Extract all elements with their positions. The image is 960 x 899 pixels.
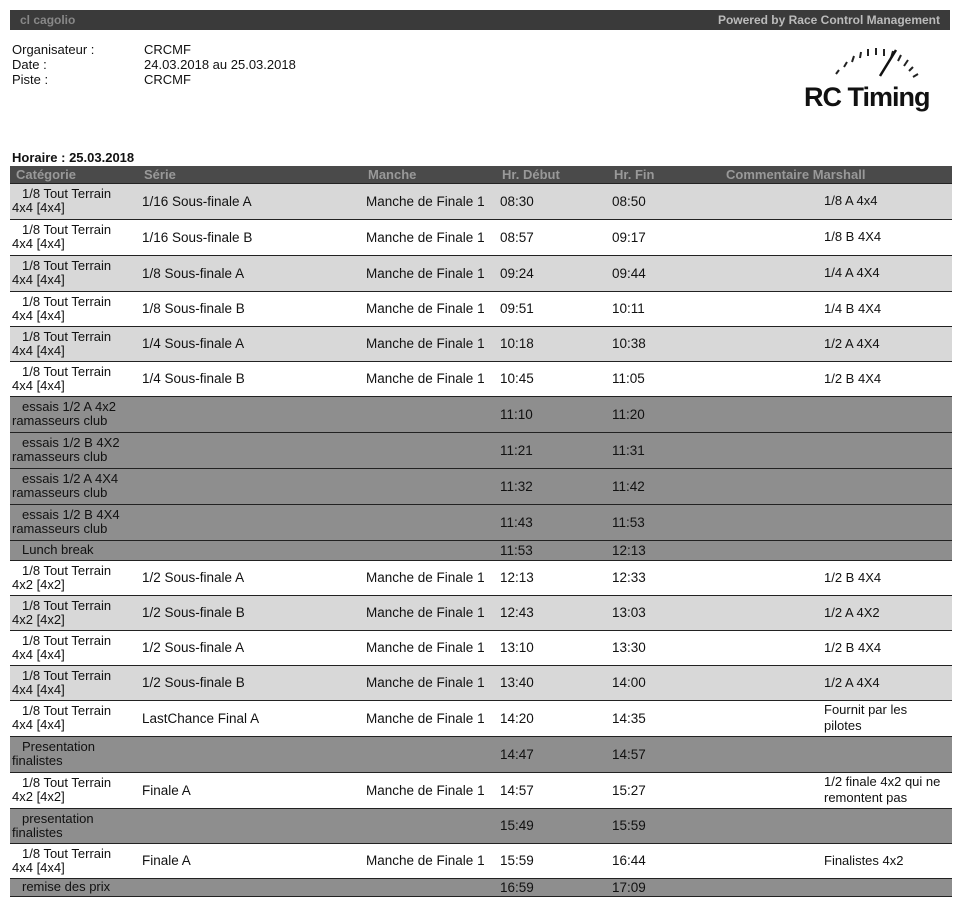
table-row bbox=[10, 595, 952, 630]
start-time-cell: 14:47 bbox=[496, 736, 608, 772]
end-time-cell: 17:09 bbox=[608, 878, 720, 896]
category-line-1: 1/8 Tout Terrain bbox=[22, 845, 112, 861]
column-header: Commentaire Marshall bbox=[720, 166, 952, 183]
manche-cell: Manche de Finale 1 bbox=[362, 291, 496, 326]
comment-text: 1/2 B 4X4 bbox=[824, 569, 882, 585]
category-line-1: 1/8 Tout Terrain bbox=[22, 328, 112, 344]
start-time-cell: 11:21 bbox=[496, 432, 608, 468]
comment-cell bbox=[720, 665, 952, 700]
end-time-cell: 11:42 bbox=[608, 468, 720, 504]
category-line-1: Lunch break bbox=[22, 542, 94, 557]
start-time-cell: 10:45 bbox=[496, 361, 608, 396]
serie-cell: 1/16 Sous-finale B bbox=[138, 219, 362, 255]
table-row bbox=[10, 808, 952, 843]
table-row bbox=[10, 432, 952, 468]
start-time-cell: 11:43 bbox=[496, 504, 608, 540]
table-row bbox=[10, 396, 952, 432]
category-line-1: 1/8 Tout Terrain bbox=[22, 562, 112, 578]
club-name: cl cagolio bbox=[20, 13, 76, 27]
end-time-cell: 11:53 bbox=[608, 504, 720, 540]
comment-cell bbox=[720, 700, 952, 736]
end-time-cell: 10:38 bbox=[608, 326, 720, 361]
start-time-cell: 11:10 bbox=[496, 396, 608, 432]
category-line-1: essais 1/2 B 4X2 bbox=[22, 435, 120, 450]
manche-cell: Manche de Finale 1 bbox=[362, 700, 496, 736]
category-line-1: remise des prix bbox=[22, 879, 111, 894]
start-time-cell: 08:30 bbox=[496, 183, 608, 219]
manche-cell bbox=[362, 540, 496, 560]
serie-cell bbox=[138, 504, 362, 540]
category-line-2: 4x4 [4x4] bbox=[12, 681, 65, 697]
category-cell bbox=[10, 772, 138, 808]
meta-label: Date : bbox=[12, 57, 47, 72]
meta-label: Piste : bbox=[12, 72, 49, 87]
start-time-cell: 11:53 bbox=[496, 540, 608, 560]
start-time-cell: 14:57 bbox=[496, 772, 608, 808]
comment-text: 1/2 A 4X4 bbox=[824, 674, 880, 690]
report-header-bar bbox=[10, 10, 950, 30]
meta-track bbox=[12, 72, 296, 87]
end-time-cell: 10:11 bbox=[608, 291, 720, 326]
category-line-2: 4x2 [4x2] bbox=[12, 576, 65, 592]
serie-cell bbox=[138, 878, 362, 896]
meta-value: CRCMF bbox=[144, 42, 191, 57]
start-time-cell: 15:49 bbox=[496, 808, 608, 843]
category-line-2: 4x2 [4x2] bbox=[12, 789, 65, 804]
category-line-1: 1/8 Tout Terrain bbox=[22, 258, 112, 273]
category-line-2: 4x4 [4x4] bbox=[12, 307, 65, 323]
end-time-cell: 14:57 bbox=[608, 736, 720, 772]
category-line-2: 4x4 [4x4] bbox=[12, 200, 65, 215]
serie-cell: 1/8 Sous-finale A bbox=[138, 255, 362, 291]
meta-date bbox=[12, 57, 296, 72]
end-time-cell: 09:17 bbox=[608, 219, 720, 255]
category-cell bbox=[10, 808, 138, 843]
category-cell bbox=[10, 432, 138, 468]
manche-cell: Manche de Finale 1 bbox=[362, 772, 496, 808]
serie-cell: 1/4 Sous-finale A bbox=[138, 326, 362, 361]
category-cell bbox=[10, 665, 138, 700]
category-line-1: 1/8 Tout Terrain bbox=[22, 222, 112, 237]
category-cell bbox=[10, 504, 138, 540]
table-row bbox=[10, 772, 952, 808]
comment-cell bbox=[720, 772, 952, 808]
comment-cell bbox=[720, 361, 952, 396]
table-row bbox=[10, 504, 952, 540]
category-line-1: essais 1/2 A 4x2 bbox=[22, 399, 116, 414]
category-cell bbox=[10, 595, 138, 630]
table-row bbox=[10, 630, 952, 665]
comment-cell bbox=[720, 595, 952, 630]
comment-text: 1/2 A 4X4 bbox=[824, 335, 880, 351]
start-time-cell: 16:59 bbox=[496, 878, 608, 896]
column-header: Hr. Fin bbox=[608, 166, 720, 183]
serie-cell: LastChance Final A bbox=[138, 700, 362, 736]
start-time-cell: 08:57 bbox=[496, 219, 608, 255]
comment-cell bbox=[720, 843, 952, 878]
category-line-2: ramasseurs club bbox=[12, 485, 108, 500]
column-header: Manche bbox=[362, 166, 496, 183]
category-cell bbox=[10, 183, 138, 219]
category-cell bbox=[10, 843, 138, 878]
end-time-cell: 11:31 bbox=[608, 432, 720, 468]
category-line-2: finalistes bbox=[12, 824, 63, 840]
meta-value: CRCMF bbox=[144, 72, 191, 87]
speedometer-icon bbox=[824, 40, 924, 84]
category-line-1: 1/8 Tout Terrain bbox=[22, 775, 112, 790]
end-time-cell: 13:30 bbox=[608, 630, 720, 665]
comment-text: 1/4 B 4X4 bbox=[824, 300, 882, 316]
end-time-cell: 15:59 bbox=[608, 808, 720, 843]
end-time-cell: 15:27 bbox=[608, 772, 720, 808]
category-line-2: 4x4 [4x4] bbox=[12, 717, 65, 732]
comment-text: 1/2 B 4X4 bbox=[824, 639, 882, 655]
category-cell bbox=[10, 255, 138, 291]
table-header-row bbox=[10, 166, 952, 183]
category-line-1: 1/8 Tout Terrain bbox=[22, 363, 112, 379]
category-cell bbox=[10, 326, 138, 361]
manche-cell bbox=[362, 878, 496, 896]
comment-cell bbox=[720, 736, 952, 772]
manche-cell bbox=[362, 432, 496, 468]
comment-cell bbox=[720, 432, 952, 468]
end-time-cell: 16:44 bbox=[608, 843, 720, 878]
category-line-2: 4x4 [4x4] bbox=[12, 646, 65, 662]
schedule-table bbox=[10, 166, 952, 897]
table-row bbox=[10, 665, 952, 700]
table-row bbox=[10, 540, 952, 560]
serie-cell: 1/2 Sous-finale B bbox=[138, 595, 362, 630]
end-time-cell: 13:03 bbox=[608, 595, 720, 630]
category-line-1: Presentation bbox=[22, 739, 95, 754]
rc-timing-logo bbox=[804, 40, 944, 116]
end-time-cell: 11:20 bbox=[608, 396, 720, 432]
comment-text: 1/8 A 4x4 bbox=[824, 193, 878, 208]
column-header: Catégorie bbox=[10, 166, 138, 183]
category-line-2: 4x4 [4x4] bbox=[12, 236, 65, 251]
manche-cell: Manche de Finale 1 bbox=[362, 665, 496, 700]
comment-text: 1/8 B 4X4 bbox=[824, 229, 882, 244]
comment-text: 1/2 finale 4x2 qui ne remontent pas bbox=[824, 774, 941, 805]
table-row bbox=[10, 878, 952, 896]
end-time-cell: 08:50 bbox=[608, 183, 720, 219]
table-row bbox=[10, 255, 952, 291]
category-line-1: 1/8 Tout Terrain bbox=[22, 186, 112, 201]
comment-cell bbox=[720, 291, 952, 326]
end-time-cell: 14:00 bbox=[608, 665, 720, 700]
manche-cell: Manche de Finale 1 bbox=[362, 361, 496, 396]
schedule-title: Horaire : 25.03.2018 bbox=[12, 150, 135, 165]
start-time-cell: 11:32 bbox=[496, 468, 608, 504]
start-time-cell: 10:18 bbox=[496, 326, 608, 361]
end-time-cell: 09:44 bbox=[608, 255, 720, 291]
serie-cell bbox=[138, 432, 362, 468]
table-row bbox=[10, 361, 952, 396]
comment-text: Finalistes 4x2 bbox=[824, 852, 904, 868]
end-time-cell: 12:13 bbox=[608, 540, 720, 560]
comment-text: 1/4 A 4X4 bbox=[824, 265, 880, 280]
category-line-1: 1/8 Tout Terrain bbox=[22, 293, 112, 309]
manche-cell bbox=[362, 504, 496, 540]
table-row bbox=[10, 843, 952, 878]
start-time-cell: 15:59 bbox=[496, 843, 608, 878]
end-time-cell: 12:33 bbox=[608, 560, 720, 595]
category-line-2: 4x4 [4x4] bbox=[12, 859, 65, 875]
end-time-cell: 14:35 bbox=[608, 700, 720, 736]
category-line-1: 1/8 Tout Terrain bbox=[22, 667, 112, 683]
category-line-2: ramasseurs club bbox=[12, 449, 108, 464]
comment-cell bbox=[720, 560, 952, 595]
table-row bbox=[10, 700, 952, 736]
category-cell bbox=[10, 736, 138, 772]
manche-cell: Manche de Finale 1 bbox=[362, 326, 496, 361]
start-time-cell: 09:24 bbox=[496, 255, 608, 291]
column-header: Hr. Début bbox=[496, 166, 608, 183]
category-line-2: ramasseurs club bbox=[12, 521, 108, 536]
event-meta bbox=[12, 42, 296, 87]
serie-cell bbox=[138, 396, 362, 432]
start-time-cell: 09:51 bbox=[496, 291, 608, 326]
serie-cell: 1/2 Sous-finale A bbox=[138, 560, 362, 595]
manche-cell: Manche de Finale 1 bbox=[362, 560, 496, 595]
serie-cell: Finale A bbox=[138, 772, 362, 808]
meta-label: Organisateur : bbox=[12, 42, 95, 57]
serie-cell bbox=[138, 540, 362, 560]
comment-cell bbox=[720, 468, 952, 504]
category-line-1: presentation bbox=[22, 810, 94, 826]
category-cell bbox=[10, 560, 138, 595]
comment-text: Fournit par les pilotes bbox=[824, 702, 908, 733]
meta-value: 24.03.2018 au 25.03.2018 bbox=[144, 57, 296, 72]
category-line-1: 1/8 Tout Terrain bbox=[22, 597, 112, 613]
powered-by-text: Powered by Race Control Management bbox=[717, 13, 940, 27]
manche-cell: Manche de Finale 1 bbox=[362, 595, 496, 630]
category-line-2: 4x2 [4x2] bbox=[12, 611, 65, 627]
category-line-1: 1/8 Tout Terrain bbox=[22, 632, 112, 648]
table-row bbox=[10, 183, 952, 219]
serie-cell: 1/8 Sous-finale B bbox=[138, 291, 362, 326]
comment-cell bbox=[720, 326, 952, 361]
serie-cell: 1/16 Sous-finale A bbox=[138, 183, 362, 219]
category-cell bbox=[10, 396, 138, 432]
logo-text: RC Timing bbox=[804, 82, 930, 112]
serie-cell: 1/2 Sous-finale B bbox=[138, 665, 362, 700]
comment-cell bbox=[720, 878, 952, 896]
serie-cell: 1/4 Sous-finale B bbox=[138, 361, 362, 396]
manche-cell bbox=[362, 736, 496, 772]
manche-cell bbox=[362, 396, 496, 432]
comment-cell bbox=[720, 219, 952, 255]
category-line-2: 4x4 [4x4] bbox=[12, 377, 65, 393]
meta-organiser bbox=[12, 42, 296, 57]
category-line-2: ramasseurs club bbox=[12, 413, 108, 428]
category-cell bbox=[10, 468, 138, 504]
comment-cell bbox=[720, 396, 952, 432]
table-row bbox=[10, 736, 952, 772]
manche-cell: Manche de Finale 1 bbox=[362, 843, 496, 878]
category-cell bbox=[10, 878, 138, 896]
manche-cell: Manche de Finale 1 bbox=[362, 219, 496, 255]
serie-cell bbox=[138, 736, 362, 772]
category-line-2: 4x4 [4x4] bbox=[12, 342, 65, 358]
serie-cell: Finale A bbox=[138, 843, 362, 878]
category-line-1: essais 1/2 A 4X4 bbox=[22, 471, 119, 486]
table-row bbox=[10, 326, 952, 361]
category-line-2: finalistes bbox=[12, 753, 63, 768]
category-line-2: 4x4 [4x4] bbox=[12, 272, 65, 287]
comment-cell bbox=[720, 540, 952, 560]
category-line-1: essais 1/2 B 4X4 bbox=[22, 507, 120, 522]
comment-text: 1/2 B 4X4 bbox=[824, 370, 882, 386]
comment-cell bbox=[720, 255, 952, 291]
table-row bbox=[10, 468, 952, 504]
end-time-cell: 11:05 bbox=[608, 361, 720, 396]
start-time-cell: 14:20 bbox=[496, 700, 608, 736]
category-line-1: 1/8 Tout Terrain bbox=[22, 703, 112, 718]
manche-cell: Manche de Finale 1 bbox=[362, 183, 496, 219]
comment-cell bbox=[720, 183, 952, 219]
manche-cell: Manche de Finale 1 bbox=[362, 630, 496, 665]
table-row bbox=[10, 219, 952, 255]
category-cell bbox=[10, 630, 138, 665]
manche-cell: Manche de Finale 1 bbox=[362, 255, 496, 291]
category-cell bbox=[10, 219, 138, 255]
serie-cell bbox=[138, 468, 362, 504]
table-row bbox=[10, 560, 952, 595]
start-time-cell: 12:43 bbox=[496, 595, 608, 630]
column-header: Série bbox=[138, 166, 362, 183]
start-time-cell: 13:40 bbox=[496, 665, 608, 700]
start-time-cell: 12:13 bbox=[496, 560, 608, 595]
category-cell bbox=[10, 700, 138, 736]
comment-cell bbox=[720, 808, 952, 843]
table-row bbox=[10, 291, 952, 326]
manche-cell bbox=[362, 468, 496, 504]
serie-cell: 1/2 Sous-finale A bbox=[138, 630, 362, 665]
category-cell bbox=[10, 540, 138, 560]
comment-cell bbox=[720, 630, 952, 665]
category-cell bbox=[10, 361, 138, 396]
comment-cell bbox=[720, 504, 952, 540]
serie-cell bbox=[138, 808, 362, 843]
comment-text: 1/2 A 4X2 bbox=[824, 604, 880, 620]
manche-cell bbox=[362, 808, 496, 843]
category-cell bbox=[10, 291, 138, 326]
start-time-cell: 13:10 bbox=[496, 630, 608, 665]
